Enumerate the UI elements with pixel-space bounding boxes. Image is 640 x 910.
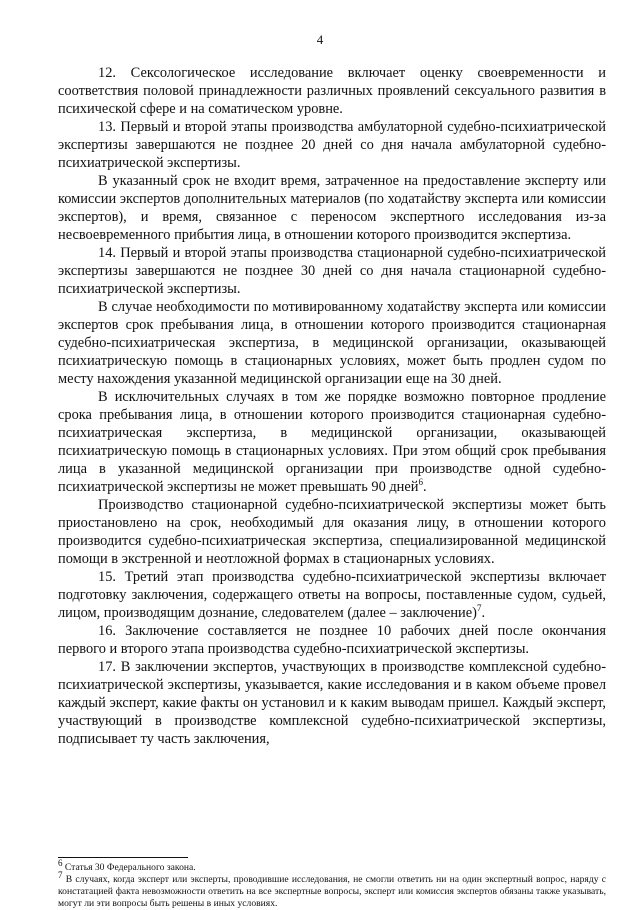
document-body bbox=[58, 64, 606, 748]
paragraph-14: 14. Первый и второй этапы производства стационарной судебно-психиатрической экспертизы завершаются не позднее 30 дней со дня начала стационарной судебно-психиатрической экспертизы. bbox=[58, 245, 606, 297]
footnote-7: $^7$ В случаях, когда эксперт или эксперты, проводившие исследования, не смогли ответить ни на один экспертный вопрос, наряду с констатацией факта невозможности ответить на все экспертные вопросы, эксперт или комиссия экспертов обязаны также указывать, могут ли эти вопросы быть решены в иных условиях. bbox=[58, 869, 606, 909]
footnote-ref-7[interactable]: 7 bbox=[476, 603, 482, 614]
footnote-6: $^6$ Статья 30 Федерального закона. bbox=[58, 857, 196, 873]
paragraph-17: 17. В заключении экспертов, участвующих в производстве комплексной судебно-психиатрической экспертизы, указывается, какие исследования и в каком объеме провел каждый эксперт, какие факты он установил и к каким выводам пришел. Каждый эксперт, участвующий в производстве комплексной судебно-психиатрической экспертизы, подписывает ту часть заключения, bbox=[58, 659, 606, 747]
paragraph-12: 12. Сексологическое исследование включает оценку своевременности и соответствия половой принадлежности различных проявлений сексуального развития в психической сфере и на соматическом уровне. bbox=[58, 65, 606, 117]
page-number: 4 bbox=[316, 32, 324, 47]
footnote-mark-6: 6 bbox=[58, 857, 63, 868]
footnote-ref-6[interactable]: 6 bbox=[418, 477, 423, 488]
paragraph-16: 16. Заключение составляется не позднее 10 рабочих дней после окончания первого и второго этапа производства судебно-психиатрической экспертизы. bbox=[58, 623, 606, 657]
paragraph-15: 15. Третий этап производства судебно-психиатрической экспертизы включает подготовку заключения, содержащего ответы на вопросы, поставленные судом, судьей, лицом, производящим дознание, следователем (далее – заключение)$^7$. bbox=[58, 569, 606, 621]
paragraph-14-extension: В случае необходимости по мотивированному ходатайству эксперта или комиссии экспертов срок пребывания лица, в отношении которого производится стационарная судебно-психиатрическая экспертиза, в медицинской организации, оказывающей психиатрическую помощь в стационарных условиях, может быть продлен судом по месту нахождения указанной медицинской организации еще на 30 дней. bbox=[58, 299, 606, 387]
paragraph-14-repeat-extension: В исключительных случаях в том же порядке возможно повторное продление срока пребывания лица, в отношении которого производится стационарная судебно-психиатрическая экспертиза, в медицинской организации, оказывающей психиатрическую помощь в стационарных условиях. При этом общий срок пребывания лица в указанной медицинской организации при производстве одной судебно-психиатрической экспертизы не может превышать 90 дней$^6$. bbox=[58, 389, 606, 495]
footnote-divider bbox=[58, 857, 188, 858]
footnote-mark-7: 7 bbox=[58, 869, 63, 880]
paragraph-13-note: В указанный срок не входит время, затраченное на предоставление эксперту или комиссии экспертов дополнительных материалов (по ходатайству эксперта или комиссии экспертов), и время, связанное с переносом экспертного исследования из-за несвоевременного прибытия лица, в отношении которого производится экспертиза. bbox=[58, 173, 606, 243]
paragraph-14-suspension: Производство стационарной судебно-психиатрической экспертизы может быть приостановлено на срок, необходимый для оказания лицу, в отношении которого производится судебно-психиатрическая экспертиза, специализированной медицинской помощи в экстренной и неотложной формах в стационарных условиях. bbox=[58, 497, 606, 567]
paragraph-13: 13. Первый и второй этапы производства амбулаторной судебно-психиатрической экспертизы завершаются не позднее 20 дней со дня начала амбулаторной судебно-психиатрической экспертизы. bbox=[58, 119, 606, 171]
footnotes bbox=[58, 857, 606, 910]
